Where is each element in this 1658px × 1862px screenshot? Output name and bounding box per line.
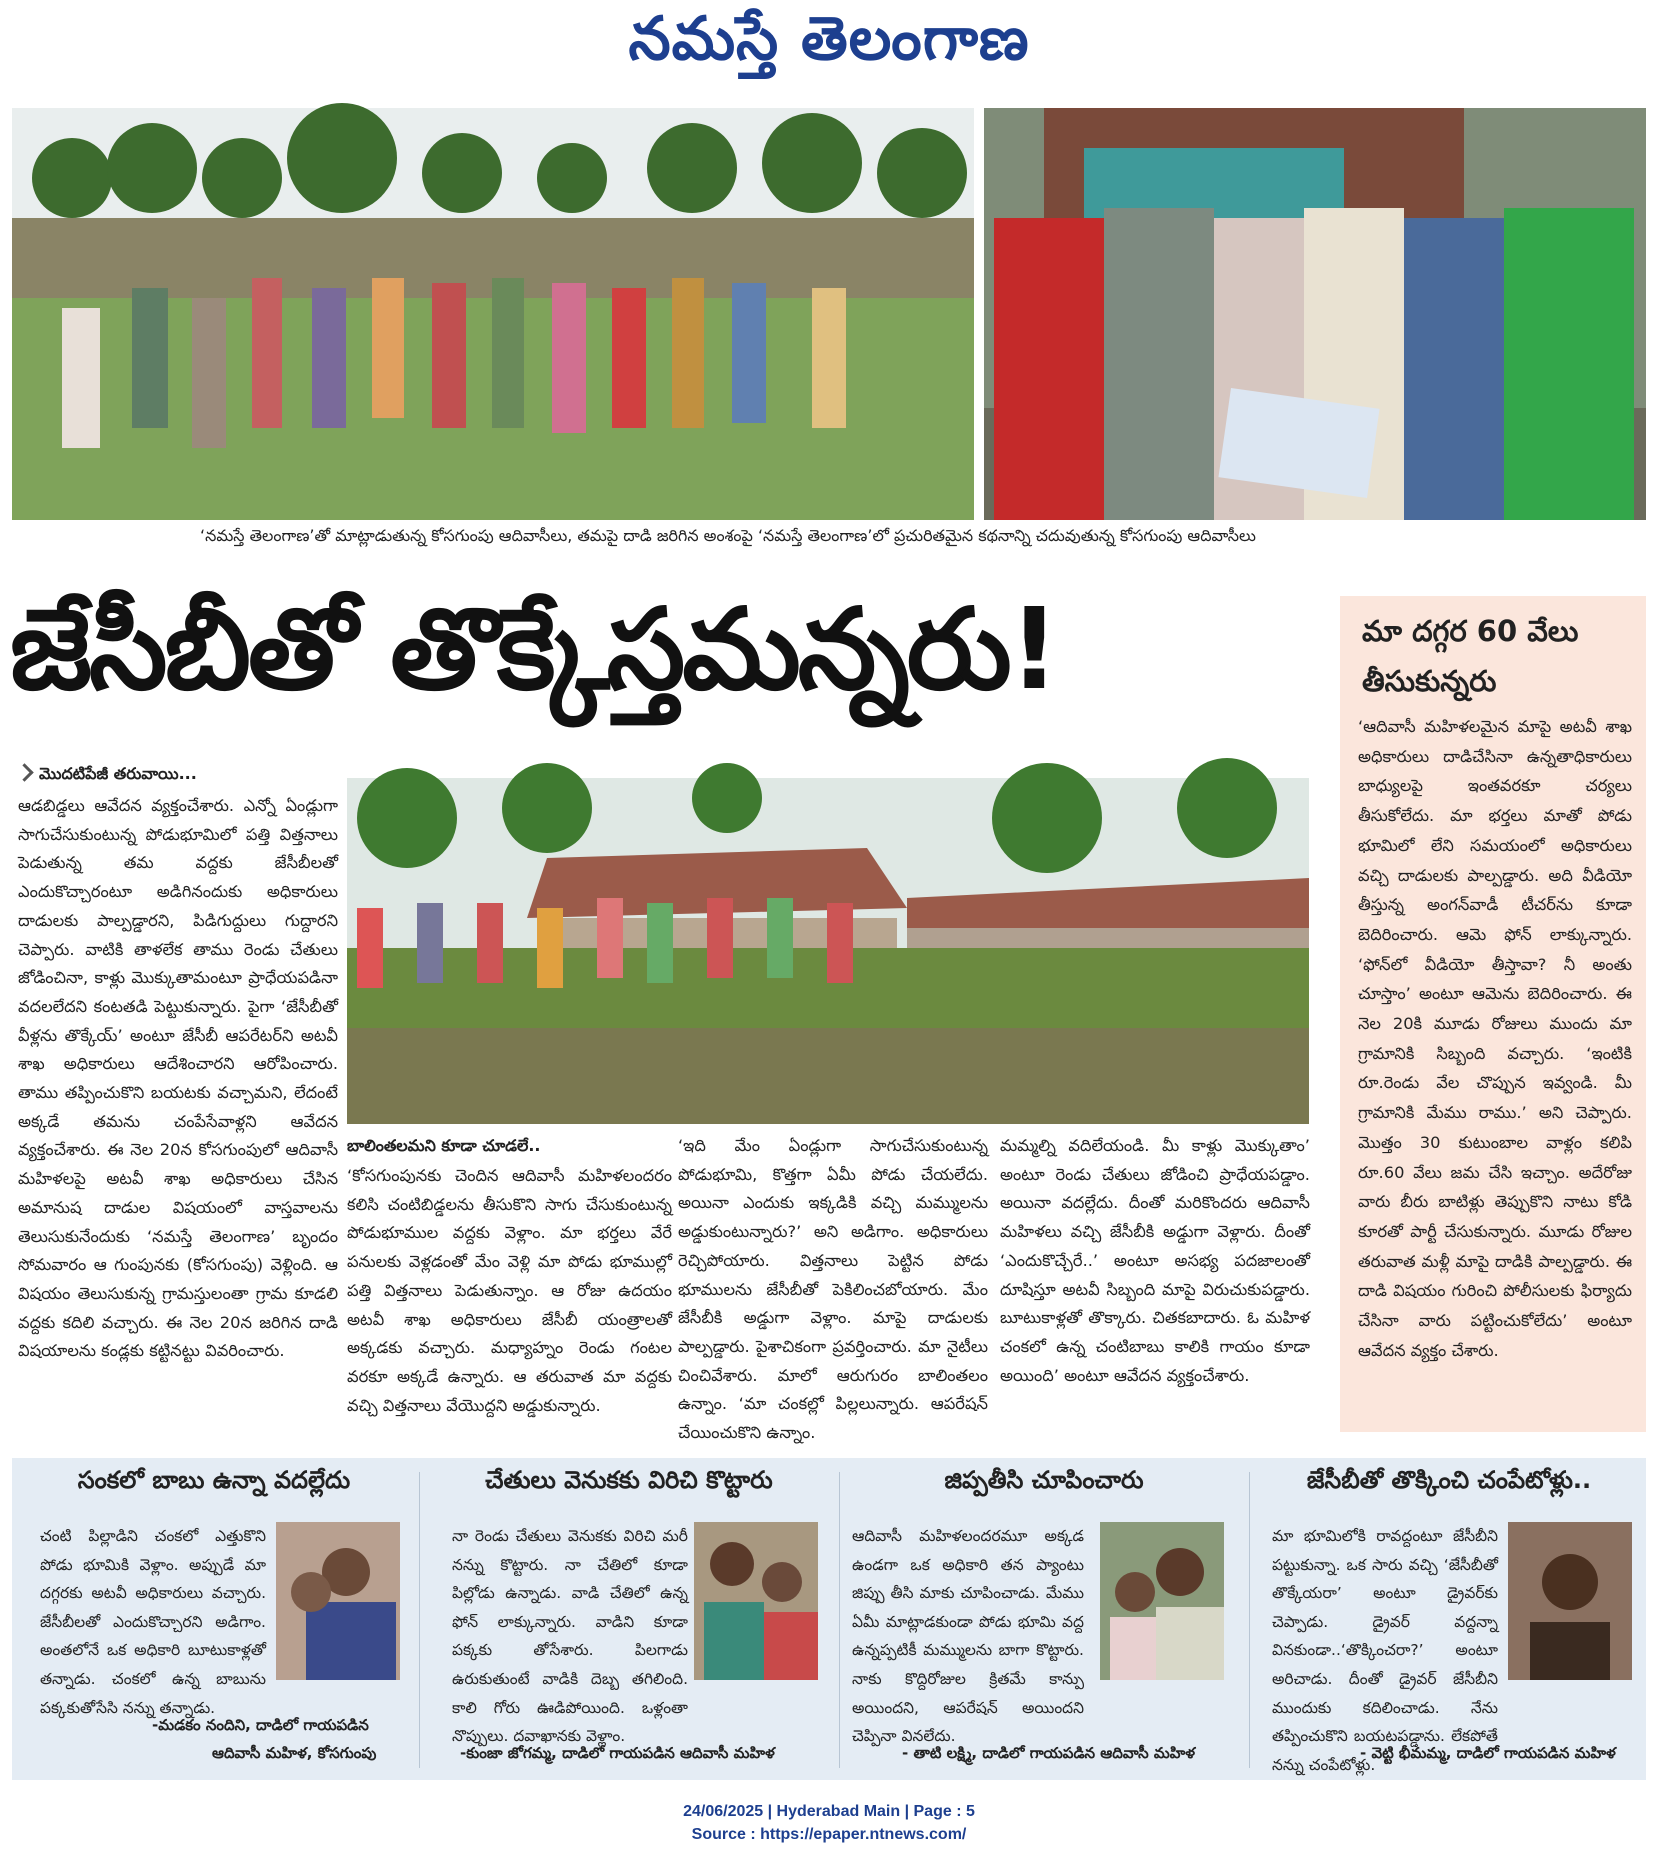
- story-heading: జిప్పతీసి చూపించారు: [944, 1466, 1144, 1494]
- subhead-column-2: బాలింతలమని కూడా చూడలే..: [347, 1136, 541, 1155]
- chevron-right-icon: [15, 763, 33, 781]
- article-column-1: ఆడబిడ్డలు ఆవేదన వ్యక్తంచేశారు. ఎన్నో ఏండ్లుగా సాగుచేసుకుంటున్న పోడుభూమిలో పత్తి విత్తనాలు పెడుతున్న తమ వద్దకు జేసీబీలతో ఎందుకొచ్చారంటూ అడిగినందుకు అధికారులు దాడులకు పాల్పడ్డారని, పిడిగుద్దులు గుద్దారని చెప్పారు. వాటికి తాళలేక తాము రెండు చేతులు జోడించినా, కాళ్లు మొక్కుతామంటూ ప్రాధేయపడినా వదలలేదని కంటతడి పెట్టుకున్నారు. పైగా ‘జేసీబీతో వీళ్లను తొక్కేయ్’ అంటూ జేసీబీ ఆపరేటర్‌ని అటవీ శాఖ అధికారులు ఆదేశించారని ఆరోపించారు. తాము తప్పించుకొని బయటకు వచ్చామని, లేదంటే అక్కడే తమను చంపేసేవాళ్లని ఆవేదన వ్యక్తంచేశారు. ఈ నెల 20న కోసగుంపులో ఆదివాసీ మహిళలపై అటవీ శాఖ అధికారులు చేసిన అమానుష దాడుల విషయంలో వాస్తవాలను తెలుసుకునేందుకు ‘నమస్తే తెలంగాణ’ బృందం సోమవారం ఆ గుంపునకు (కోసగుంపు) వెళ్లింది. ఆ విషయం తెలుసుకున్న గ్రామస్తులంతా గ్రామ కూడలి వద్దకు కదిలి వచ్చారు. ఈ నెల 20న జరిగిన దాడి విషయాలను కండ్లకు కట్టినట్టు వివరించారు.: [18, 796, 338, 1361]
- story-byline: - తాటి లక్ష్మి, దాడిలో గాయపడిన ఆదివాసీ మహిళ: [902, 1744, 1196, 1762]
- story-byline: - వెట్టి భీమమ్మ, దాడిలో గాయపడిన మహిళ: [1360, 1744, 1616, 1762]
- story-byline: -కుంజా జోగమ్మ, దాడిలో గాయపడిన ఆదివాసీ మహిళ: [460, 1744, 775, 1762]
- story-text: ఆదివాసీ మహిళలందరమూ అక్కడ ఉండగా ఒక అధికారి తన ప్యాంటు జిప్పు తీసి మాకు చూపించాడు. మేము ఏమీ మాట్లాడకుండా పోడు భూమి వద్ద ఉన్నప్పటికీ మమ్ములను బాగా కొట్టారు. నాకు కొద్దిరోజుల క్రితమే కాన్పు అయిందని, ఆపరేషన్ అయిందని చెప్పినా వినలేదు.: [852, 1527, 1084, 1746]
- footer-date-edition: 24/06/2025 | Hyderabad Main | Page : 5: [683, 1803, 975, 1820]
- continuation-note: మొదటిపేజీ తరువాయి...: [18, 764, 338, 787]
- article-column-3: ‘ఇది మేం ఏండ్లుగా సాగుచేసుకుంటున్న పోడుభూమి, కొత్తగా ఏమీ పోడు చేయలేదు. అయినా ఎందుకు ఇక్కడికి వచ్చి మమ్ములను అడ్డుకుంటున్నారు?’ అని అడిగాం. అధికారులు రెచ్చిపోయారు. విత్తనాలు పెట్టిన పోడు భూములను జేసీబీతో పెకిలించబోయారు. మేం జేసీబీకి అడ్డుగా వెళ్లాం. మాపై దాడులకు పాల్పడ్డారు. పైశాచికంగా ప్రవర్తించారు. మా నైటీలు చించివేశారు. మాలో ఆరుగురం బాలింతలం ఉన్నాం. ‘మా చంకల్లో పిల్లలున్నారు. ఆపరేషన్ చేయించుకొని ఉన్నాం.: [678, 1136, 988, 1443]
- story-1: [12, 1458, 416, 1780]
- story-heading: జేసీబీతో తొక్కించి చంపేటోళ్లు..: [1306, 1466, 1592, 1494]
- story-heading: సంకలో బాబు ఉన్నా వదల్లేదు: [77, 1466, 351, 1494]
- story-byline: -మడకం నందిని, దాడిలో గాయపడిన: [152, 1716, 369, 1734]
- story-byline-2: ఆదివాసీ మహిళ, కోసగుంపు: [212, 1744, 377, 1762]
- sidebar-box: [1340, 596, 1646, 1432]
- bottom-stories-panel: [12, 1458, 1646, 1780]
- photo-villagers-reading-newspaper: [984, 108, 1646, 520]
- story-text: చంటి పిల్లాడిని చంకలో ఎత్తుకొని పోడు భూమికి వెళ్లాం. అప్పుడే మా దగ్గరకు అటవీ అధికారులు వచ్చారు. జేసీబీలతో ఎందుకొచ్చారని అడిగాం. అంతలోనే ఒక అధికారి బూటుకాళ్లతో తన్నాడు. చంకలో ఉన్న బాబును పక్కకుతోసేసి నన్ను తన్నాడు.: [40, 1527, 266, 1717]
- portrait-photo: [694, 1522, 818, 1680]
- divider: [839, 1472, 840, 1768]
- photo-women-near-huts: [347, 778, 1309, 1124]
- sidebar-heading: మా దగ్గర 60 వేలు తీసుకున్నరు: [1362, 614, 1579, 698]
- story-heading: చేతులు వెనుకకు విరిచి కొట్టారు: [485, 1466, 773, 1494]
- divider: [419, 1472, 420, 1768]
- footer-source-link[interactable]: Source : https://epaper.ntnews.com/: [691, 1826, 967, 1843]
- story-4: [1252, 1458, 1646, 1780]
- story-3: [842, 1458, 1246, 1780]
- portrait-photo: [276, 1522, 400, 1680]
- portrait-photo: [1508, 1522, 1632, 1680]
- masthead-logo: నమస్తే తెలంగాణ: [628, 4, 1030, 74]
- article-column-4: మమ్మల్ని వదిలేయండి. మీ కాళ్లు మొక్కుతాం’ అంటూ రెండు చేతులు జోడించి ప్రాధేయపడ్డాం. అయినా వదల్లేదు. దీంతో మరికొందరు ఆదివాసీ మహిళలు వచ్చి జేసీబీకి అడ్డుగా వెళ్లారు. దీంతో ‘ఎందుకొచ్చేరే..’ అంటూ అసభ్య పదజాలంతో దూషిస్తూ అటవీ సిబ్బంది మాపై విరుచుకుపడ్డారు. బూటుకాళ్లతో తొక్కారు. చితకబాదారు. ఓ మహిళ చంకలో ఉన్న చంటిబాబు కాలికి గాయం కూడా అయింది’ అంటూ ఆవేదన వ్యక్తంచేశారు.: [1000, 1136, 1310, 1385]
- portrait-photo: [1100, 1522, 1224, 1680]
- story-text: మా భూమిలోకి రావద్దంటూ జేసీబీని పట్టుకున్నా. ఒక సారు వచ్చి ‘జేసీబీతో తొక్కేయరా’ అంటూ డ్రైవర్‌కు చెప్పాడు. డ్రైవర్ వద్దన్నా వినకుండా..‘తొక్కించరా?’ అంటూ అరిచాడు. దీంతో డ్రైవర్ జేసీబీని ముందుకు కదిలించాడు. నేను తప్పించుకొని బయటపడ్డాను. లేకపోతే నన్ను చంపేటోళ్లు.: [1272, 1527, 1498, 1774]
- photo-villagers-in-field: [12, 108, 974, 520]
- story-2: [422, 1458, 836, 1780]
- story-text: నా రెండు చేతులు వెనుకకు విరిచి మరీ నన్ను కొట్టారు. నా చేతిలో కూడా పిల్లోడు ఉన్నాడు. వాడి చేతిలో ఉన్న ఫోన్ లాక్కున్నారు. వాడిని కూడా పక్కకు తోసేశారు. పిలగాడు ఉరుకుతుంటే వాడికి దెబ్బ తగిలింది. కాలి గోరు ఊడిపోయింది. ఒళ్లంతా నొప్పులు. దవాఖానకు వెళ్లాం.: [452, 1527, 688, 1746]
- divider: [1249, 1472, 1250, 1768]
- article-column-2: ‘కోసగుంపునకు చెందిన ఆదివాసీ మహిళలందరం కలిసి చంటిబిడ్డలను తీసుకొని సాగు చేసుకుంటున్న పోడుభూముల వద్దకు వెళ్లాం. మా భర్తలు వేరే పనులకు వెళ్లడంతో మేం వెళ్లి మా పోడు భూముల్లో పత్తి విత్తనాలు పెడుతున్నాం. ఆ రోజు ఉదయం అటవీ శాఖ అధికారులు జేసీబీ యంత్రాలతో అక్కడకు వచ్చారు. మధ్యాహ్నం రెండు గంటల వరకూ అక్కడే ఉన్నారు. ఆ తరువాత మా వద్దకు వచ్చి విత్తనాలు వేయొద్దని అడ్డుకున్నారు.: [347, 1166, 672, 1415]
- headline: జేసీబీతో తొక్కేస్తమన్నరు!: [10, 585, 1057, 715]
- photo-caption: ‘నమస్తే తెలంగాణ’తో మాట్లాడుతున్న కోసగుంపు ఆదివాసీలు, తమపై దాడి జరిగిన అంశంపై ‘నమస్తే తెలంగాణ’లో ప్రచురితమైన కథనాన్ని చదువుతున్న కోసగుంపు ఆదివాసీలు: [200, 526, 1256, 545]
- sidebar-text: ‘ఆదివాసీ మహిళలమైన మాపై అటవీ శాఖ అధికారులు దాడిచేసినా ఉన్నతాధికారులు బాధ్యులపై ఇంతవరకూ చర్యలు తీసుకోలేదు. మా భర్తలు మాతో పోడు భూమిలో లేని సమయంలో అధికారులు వచ్చి దాడులకు పాల్పడ్డారు. అది వీడియో తీస్తున్న అంగన్‌వాడీ టీచర్‌ను కూడా బెదిరించారు. ఆమె ఫోన్ లాక్కున్నారు. ‘ఫోన్‌లో వీడియో తీస్తావా? నీ అంతు చూస్తాం’ అంటూ ఆమెను బెదిరించారు. ఈ నెల 20కి మూడు రోజులు ముందు మా గ్రామానికి సిబ్బంది వచ్చారు. ‘ఇంటికి రూ.రెండు వేల చొప్పున ఇవ్వండి. మీ గ్రామానికి మేము రాము.’ అని చెప్పారు. మొత్తం 30 కుటుంబాల వాళ్లం కలిపి రూ.60 వేలు జమ చేసి ఇచ్చాం. అదేరోజు వారు బీరు బాటిళ్లు తెప్పుకొని నాటు కోడి కూరతో పార్టీ చేసుకున్నారు. మూడు రోజుల తరువాత మళ్లీ మాపై దాడికి పాల్పడ్డారు. ఈ దాడి విషయం గురించి పోలీసులకు ఫిర్యాదు చేసినా వారు పట్టించుకోలేదు’ అంటూ ఆవేదన వ్యక్తం చేశారు.: [1358, 717, 1632, 1360]
